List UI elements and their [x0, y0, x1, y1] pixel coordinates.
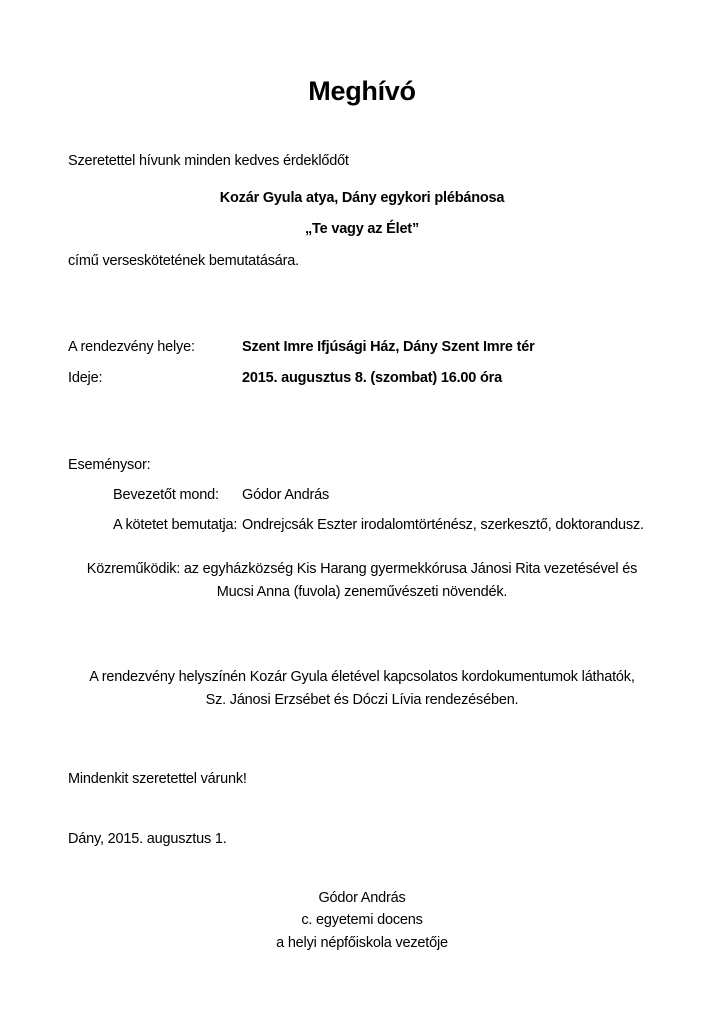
- time-value: 2015. augusztus 8. (szombat) 16.00 óra: [242, 370, 502, 386]
- exhibition-line: A rendezvény helyszínén Kozár Gyula életével kapcsolatos kordokumentumok láthatók,: [89, 669, 635, 685]
- venue-label: A rendezvény helye:: [68, 339, 195, 355]
- participants-line: Közreműködik: az egyházközség Kis Harang gyermekkórusa Jánosi Rita vezetésével és: [86, 561, 638, 577]
- participants-line: Mucsi Anna (fuvola) zeneművészeti növendék.: [216, 584, 508, 600]
- signature-name: Gódor András: [318, 890, 406, 906]
- signature-role: a helyi népfőiskola vezetője: [276, 935, 448, 951]
- book-title: „Te vagy az Élet”: [305, 221, 419, 237]
- program-item-value: Gódor András: [242, 487, 330, 503]
- program-item-label: A kötetet bemutatja:: [113, 517, 238, 533]
- program-item-label: Bevezetőt mond:: [113, 487, 219, 503]
- signature-title: c. egyetemi docens: [301, 912, 423, 928]
- time-label: Ideje:: [68, 370, 103, 386]
- venue-value: Szent Imre Ifjúsági Ház, Dány Szent Imre tér: [242, 339, 535, 355]
- program-heading: Eseménysor:: [68, 457, 151, 473]
- program-item-value: Ondrejcsák Eszter irodalomtörténész, szerkesztő, doktorandusz.: [242, 517, 644, 533]
- place-date: Dány, 2015. augusztus 1.: [68, 831, 227, 847]
- intro-text: Szeretettel hívunk minden kedves érdeklődőt: [68, 153, 349, 169]
- welcome-text: Mindenkit szeretettel várunk!: [68, 771, 247, 787]
- document-title: Meghívó: [308, 76, 416, 106]
- author-line: Kozár Gyula atya, Dány egykori plébánosa: [219, 190, 505, 206]
- exhibition-line: Sz. Jánosi Erzsébet és Dóczi Lívia rendezésében.: [205, 692, 519, 708]
- intro-end-text: című verseskötetének bemutatására.: [68, 253, 299, 269]
